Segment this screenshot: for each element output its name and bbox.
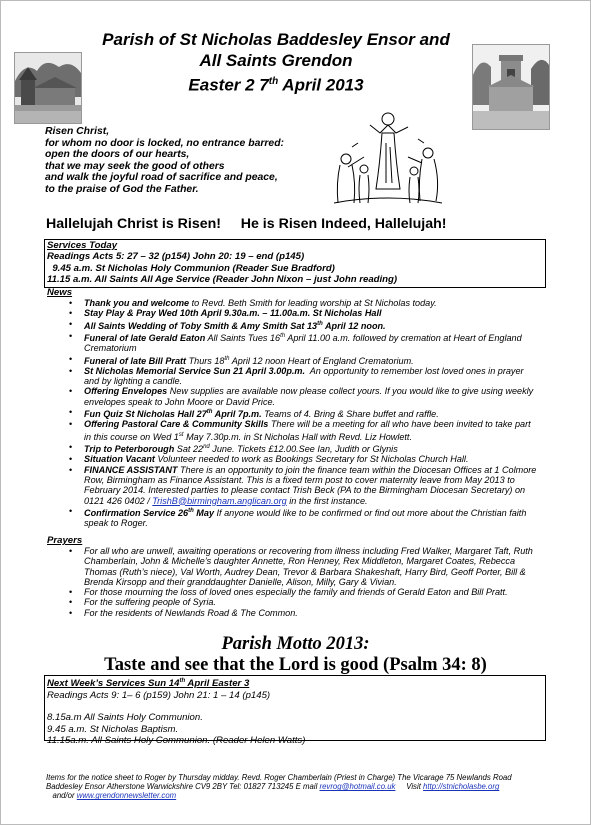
- services-today-line: 11.15 a.m. All Saints All Age Service (Reader John Nixon – just John reading): [47, 274, 398, 286]
- news-item: • Funeral of late Gerald Eaton All Saints Tues 16th April 11.00 a.m. followed by cremation at Heart of England Crematorium: [38, 331, 538, 354]
- parish-motto-title: Parish Motto 2013:: [221, 634, 370, 654]
- prayer-item: • For those mourning the loss of loved ones especially the family and friends of Gerald Eaton and Bill Pratt.: [38, 587, 538, 597]
- vicar-email-link[interactable]: revrog@hotmail.co.uk: [319, 782, 396, 792]
- prayer-line: Risen Christ,: [45, 126, 110, 137]
- news-item: • Confirmation Service 26th May If anyone would like to be confirmed or find out more about the Christian faith speak to Roger.: [38, 506, 538, 529]
- next-week-line: 9.45 a.m. St Nicholas Baptism.: [47, 723, 179, 735]
- news-item: • Offering Envelopes New supplies are available now please collect yours. If you would like to give using weekly envelopes speak to John Moore or David Price.: [38, 386, 538, 407]
- services-today-heading: Services Today: [47, 240, 118, 251]
- next-week-line: 11.15a.m. All Saints Holy Communion. (Reader Helen Watts): [47, 735, 306, 747]
- news-list: [38, 298, 538, 528]
- news-item: • Funeral of late Bill Pratt Thurs 18th April 12 noon Heart of England Crematorium.: [38, 354, 538, 366]
- news-item: • FINANCE ASSISTANT There is an opportunity to join the finance team within the Diocesan Offices at 1 Colmore Row, Birmingham as Finance Assistant. This is a fixed term post to cover maternity leave from May 2013 to February 2014. Interested parties to please contact Trish Beck (PA to the Birmingham Diocesan Secretary) on 0121 426 0402 / TrishB@birmingham.anglican.org in the first instance.: [38, 465, 538, 506]
- news-item: • Stay Play & Pray Wed 10th April 9.30a.m. – 11.00a.m. St Nicholas Hall: [38, 308, 538, 318]
- prayer-line: to the praise of God the Father.: [45, 183, 199, 195]
- title-line-3: Easter 2 7th April 2013: [188, 75, 364, 95]
- prayer-item: • For the residents of Newlands Road & The Common.: [38, 608, 538, 618]
- news-item: • Situation Vacant Volunteer needed to work as Bookings Secretary for St Nicholas Church Hall.: [38, 454, 538, 464]
- services-today-line: Readings Acts 5: 27 – 32 (p154) John 20: 19 – end (p145): [47, 251, 305, 263]
- prayer-item: • For the suffering people of Syria.: [38, 597, 538, 607]
- st-nicholas-website-link[interactable]: http://stnicholasbe.org: [423, 782, 500, 792]
- grendon-newsletter-link[interactable]: www.grendonnewsletter.com: [76, 791, 177, 801]
- news-heading: News: [47, 287, 73, 298]
- next-week-services-box: [44, 675, 546, 747]
- parish-motto-text: Taste and see that the Lord is good (Psalm 34: 8): [104, 655, 487, 675]
- next-week-line: Readings Acts 9: 1– 6 (p159) John 21: 1 – 14 (p145): [47, 689, 271, 701]
- easter-acclamation: Hallelujah Christ is Risen! He is Risen Indeed, Hallelujah!: [46, 216, 447, 232]
- title-line-2: All Saints Grendon: [199, 51, 353, 70]
- prayer-line: that we may seek the good of others: [45, 160, 225, 172]
- news-item: • St Nicholas Memorial Service Sun 21 April 3.00p.m. An opportunity to remember lost loved ones in prayer and by lighting a candle.: [38, 366, 538, 387]
- parish-title: [80, 29, 472, 96]
- news-item: • Offering Pastoral Care & Community Skills There will be a meeting for all who have been invited to take part in this course on Wed 1st May 7.30p.m. in St Nicholas Hall with Revd. Liz Howlett.: [38, 419, 538, 442]
- next-week-line: 8.15a.m All Saints Holy Communion.: [47, 712, 203, 724]
- prayer-line: open the doors of our hearts,: [45, 149, 190, 160]
- title-line-1: Parish of St Nicholas Baddesley Ensor and: [102, 30, 450, 49]
- news-item: • Thank you and welcome to Revd. Beth Smith for leading worship at St Nicholas today.: [38, 298, 538, 308]
- prayer-line: and walk the joyful road of sacrifice and peace,: [45, 172, 278, 183]
- services-today-line: 9.45 a.m. St Nicholas Holy Communion (Reader Sue Bradford): [47, 262, 335, 274]
- prayer-line: for whom no door is locked, no entrance barred:: [45, 137, 285, 149]
- next-week-line: [45, 701, 545, 712]
- next-week-heading: Next Week’s Services Sun 14th April Easter 3: [47, 678, 250, 690]
- services-today-box: [44, 239, 546, 288]
- diocese-email-link[interactable]: TrishB@birmingham.anglican.org: [152, 495, 287, 506]
- risen-christ-illustration: [330, 103, 446, 207]
- prayers-list: [38, 546, 538, 618]
- all-saints-church-photo: [472, 44, 550, 130]
- easter-prayer: [45, 126, 284, 195]
- news-item: • Fun Quiz St Nicholas Hall 27th April 7p.m. Teams of 4. Bring & Share buffet and raffle.: [38, 407, 538, 419]
- prayers-heading: Prayers: [47, 535, 83, 546]
- news-item: • Trip to Peterborough Sat 22nd June. Tickets £12.00.See Ian, Judith or Glynis: [38, 442, 538, 454]
- st-nicholas-church-photo: [14, 52, 82, 124]
- prayer-item: • For all who are unwell, awaiting operations or recovering from illness including Fred Walker, Margaret Taft, Ruth Chamberlain, John & Michelle’s daughter Annette, Ron Henney, Rex Middleton, Margaret Coates, Rebecca Thomas (Ruth’s niece), Val Worth, Audrey Dean, Trevor & Barbara Shakeshaft, Harry Bird, Geoff Porter, Bill & Brenda Kirsopp and their granddaughter Danielle, Alison, Milly, Gary & Vivian.: [38, 546, 538, 587]
- news-item: • All Saints Wedding of Toby Smith & Amy Smith Sat 13th April 12 noon.: [38, 319, 538, 331]
- footer-contact: Items for the notice sheet to Roger by Thursday midday. Revd. Roger Chamberlain (Priest in Charge) The Vicarage 75 Newlands Road Baddesley Ensor Atherstone Warwickshire CV9 2BY Tel: 01827 713245 E mail revrog@hotmail.co.uk Visit http://stnicholasbe.org and/or www.grendonnewsletter.com: [46, 773, 512, 801]
